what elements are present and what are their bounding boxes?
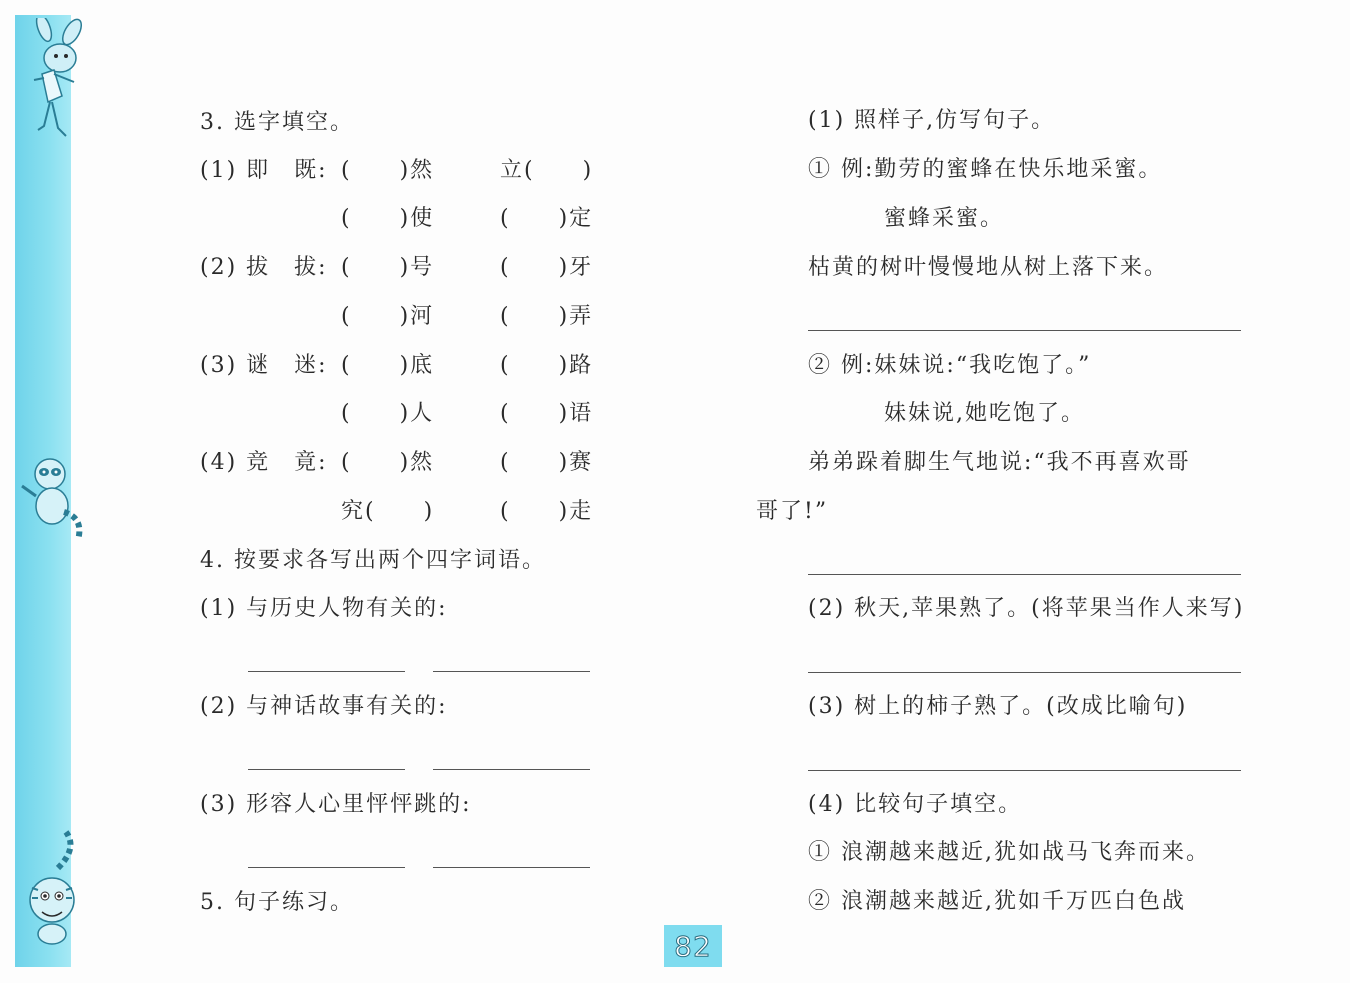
p1-example-2: ② 例:妹妹说:“我吃饱了。”	[808, 353, 1092, 378]
p1-question-2-line1: 弟弟跺着脚生气地说:“我不再喜欢哥	[808, 450, 1191, 475]
answer-line[interactable]	[808, 770, 1241, 771]
answer-line[interactable]	[433, 671, 590, 672]
answer-line[interactable]	[808, 672, 1241, 673]
q3-1-blank-b1[interactable]: 立( )	[500, 158, 594, 183]
q3-3-blank-b2[interactable]: ( )语	[500, 401, 594, 426]
answer-line[interactable]	[248, 769, 405, 770]
q3-2-blank-a1[interactable]: ( )号	[341, 255, 435, 280]
q4-1-prompt: (1) 与历史人物有关的:	[200, 596, 448, 621]
q4-title: 4. 按要求各写出两个四字词语。	[200, 548, 546, 573]
p1-question-1: 枯黄的树叶慢慢地从树上落下来。	[808, 255, 1169, 280]
p1-title: (1) 照样子,仿写句子。	[808, 108, 1056, 133]
q3-4-blank-b2[interactable]: ( )走	[500, 499, 594, 524]
p4-title: (4) 比较句子填空。	[808, 792, 1023, 817]
q5-title: 5. 句子练习。	[200, 890, 354, 915]
answer-line[interactable]	[433, 867, 590, 868]
q4-3-prompt: (3) 形容人心里怦怦跳的:	[200, 792, 472, 817]
q3-4-label: (4) 竞 竟:	[200, 450, 328, 475]
p1-example-2-answer: 妹妹说,她吃饱了。	[884, 401, 1085, 426]
q3-4-blank-a2[interactable]: 究( )	[341, 499, 435, 524]
q3-1-blank-a2[interactable]: ( )使	[341, 206, 435, 231]
q3-3-blank-b1[interactable]: ( )路	[500, 353, 594, 378]
rabbit-icon	[14, 18, 94, 143]
p4-sentence-2: ② 浪潮越来越近,犹如千万匹白色战	[808, 889, 1186, 914]
q3-1-blank-b2[interactable]: ( )定	[500, 206, 594, 231]
q3-3-label: (3) 谜 迷:	[200, 353, 328, 378]
answer-line[interactable]	[433, 769, 590, 770]
q3-2-blank-b1[interactable]: ( )牙	[500, 255, 594, 280]
p1-example-1: ① 例:勤劳的蜜蜂在快乐地采蜜。	[808, 157, 1163, 182]
answer-line[interactable]	[248, 671, 405, 672]
p1-question-2-line2: 哥了!”	[756, 499, 829, 524]
q3-2-label: (2) 拔 拔:	[200, 255, 328, 280]
q3-1-label: (1) 即 既:	[200, 158, 328, 183]
q3-title: 3. 选字填空。	[200, 110, 354, 135]
q3-3-blank-a1[interactable]: ( )底	[341, 353, 435, 378]
q4-2-prompt: (2) 与神话故事有关的:	[200, 694, 448, 719]
answer-line[interactable]	[808, 574, 1241, 575]
q3-2-blank-b2[interactable]: ( )弄	[500, 304, 594, 329]
p2-prompt: (2) 秋天,苹果熟了。(将苹果当作人来写)	[808, 596, 1245, 621]
p3-prompt: (3) 树上的柿子熟了。(改成比喻句)	[808, 694, 1188, 719]
q3-3-blank-a2[interactable]: ( )人	[341, 401, 435, 426]
q3-1-blank-a1[interactable]: ( )然	[341, 158, 435, 183]
q3-4-blank-b1[interactable]: ( )赛	[500, 450, 594, 475]
raccoon-icon	[18, 456, 90, 546]
tiger-icon	[18, 828, 86, 948]
p1-example-1-answer: 蜜蜂采蜜。	[884, 206, 1005, 231]
q3-2-blank-a2[interactable]: ( )河	[341, 304, 435, 329]
answer-line[interactable]	[808, 330, 1241, 331]
q3-4-blank-a1[interactable]: ( )然	[341, 450, 435, 475]
p4-sentence-1: ① 浪潮越来越近,犹如战马飞奔而来。	[808, 840, 1210, 865]
page-number: 82	[664, 925, 722, 967]
answer-line[interactable]	[248, 867, 405, 868]
